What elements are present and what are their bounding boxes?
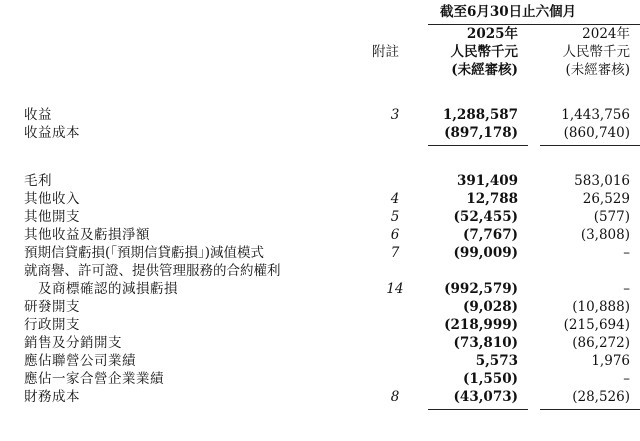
row-label: 及商標確認的減損虧損 — [38, 281, 178, 297]
value-2025: (52,455) — [453, 209, 518, 225]
row-note: 7 — [390, 245, 400, 261]
row-label: 毛利 — [24, 173, 52, 189]
row-label: 財務成本 — [24, 389, 80, 405]
year-2024: 2024年 — [582, 26, 630, 42]
value-2024: – — [623, 281, 630, 297]
value-2025: (99,009) — [453, 245, 518, 261]
value-2025: (43,073) — [453, 389, 518, 405]
row-note: 3 — [390, 107, 400, 123]
row-label: 收益成本 — [24, 125, 80, 141]
table-row — [0, 106, 640, 124]
row-label: 其他開支 — [24, 209, 80, 225]
row-label: 其他收入 — [24, 191, 80, 207]
period-heading: 截至6月30日止六個月 — [440, 4, 577, 20]
audit-2024: (未經審核) — [565, 62, 630, 78]
unit-2025: 人民幣千元 — [450, 44, 518, 60]
value-2025: (1,550) — [462, 371, 518, 387]
table-row — [0, 124, 640, 142]
unit-2024: 人民幣千元 — [562, 44, 630, 60]
row-note: 4 — [390, 191, 400, 207]
table-row — [0, 334, 640, 352]
value-2024: 1,976 — [591, 353, 630, 369]
row-label: 應佔一家合營企業業績 — [24, 371, 164, 387]
value-2025: (992,579) — [444, 281, 518, 297]
year-2025: 2025年 — [466, 26, 518, 42]
row-note: 8 — [390, 389, 400, 405]
table-row — [0, 226, 640, 244]
row-label: 研發開支 — [24, 299, 80, 315]
value-2025: 391,409 — [456, 173, 518, 189]
value-2025: 1,288,587 — [442, 107, 518, 123]
value-2024: 26,529 — [582, 191, 630, 207]
row-label: 預期信貸虧損(「預期信貸虧損」)減值模式 — [24, 245, 265, 261]
subtotal-rule-2025 — [428, 145, 528, 146]
table-row — [0, 388, 640, 406]
row-label: 收益 — [24, 107, 52, 123]
table-row — [0, 262, 640, 280]
table-row — [0, 316, 640, 334]
note-column-heading: 附註 — [372, 44, 399, 60]
value-2024: (860,740) — [563, 125, 630, 141]
value-2024: (3,808) — [580, 227, 630, 243]
value-2024: (215,694) — [563, 317, 630, 333]
row-note: 5 — [390, 209, 400, 225]
subtotal-rule-2024 — [540, 145, 640, 146]
value-2025: 5,573 — [475, 353, 518, 369]
value-2024: (86,272) — [572, 335, 630, 351]
table-row — [0, 208, 640, 226]
table-row — [0, 190, 640, 208]
table-row — [0, 370, 640, 388]
value-2025: (218,999) — [444, 317, 518, 333]
audit-2025: (未經審核) — [451, 62, 518, 78]
value-2024: 583,016 — [574, 173, 630, 189]
row-label: 其他收益及虧損淨額 — [24, 227, 150, 243]
row-note: 14 — [386, 281, 404, 297]
value-2024: – — [623, 245, 630, 261]
table-row — [0, 298, 640, 316]
value-2024: (10,888) — [572, 299, 630, 315]
total-rule-2025 — [428, 409, 528, 410]
value-2025: (897,178) — [444, 125, 518, 141]
row-label: 就商譽、許可證、提供管理服務的合約權利 — [24, 263, 281, 279]
row-label: 應佔聯營公司業績 — [24, 353, 136, 369]
value-2024: (577) — [593, 209, 630, 225]
table-row — [0, 352, 640, 370]
table-row — [0, 280, 640, 298]
value-2025: (9,028) — [462, 299, 518, 315]
value-2024: 1,443,756 — [561, 107, 630, 123]
total-rule-2024 — [540, 409, 640, 410]
row-note: 6 — [390, 227, 400, 243]
row-label: 銷售及分銷開支 — [24, 335, 122, 351]
row-label: 行政開支 — [24, 317, 80, 333]
value-2025: 12,788 — [466, 191, 518, 207]
value-2025: (73,810) — [453, 335, 518, 351]
value-2024: – — [623, 371, 630, 387]
table-row — [0, 244, 640, 262]
period-underline — [428, 24, 640, 25]
value-2025: (7,767) — [462, 227, 518, 243]
value-2024: (28,526) — [572, 389, 630, 405]
table-row — [0, 172, 640, 190]
